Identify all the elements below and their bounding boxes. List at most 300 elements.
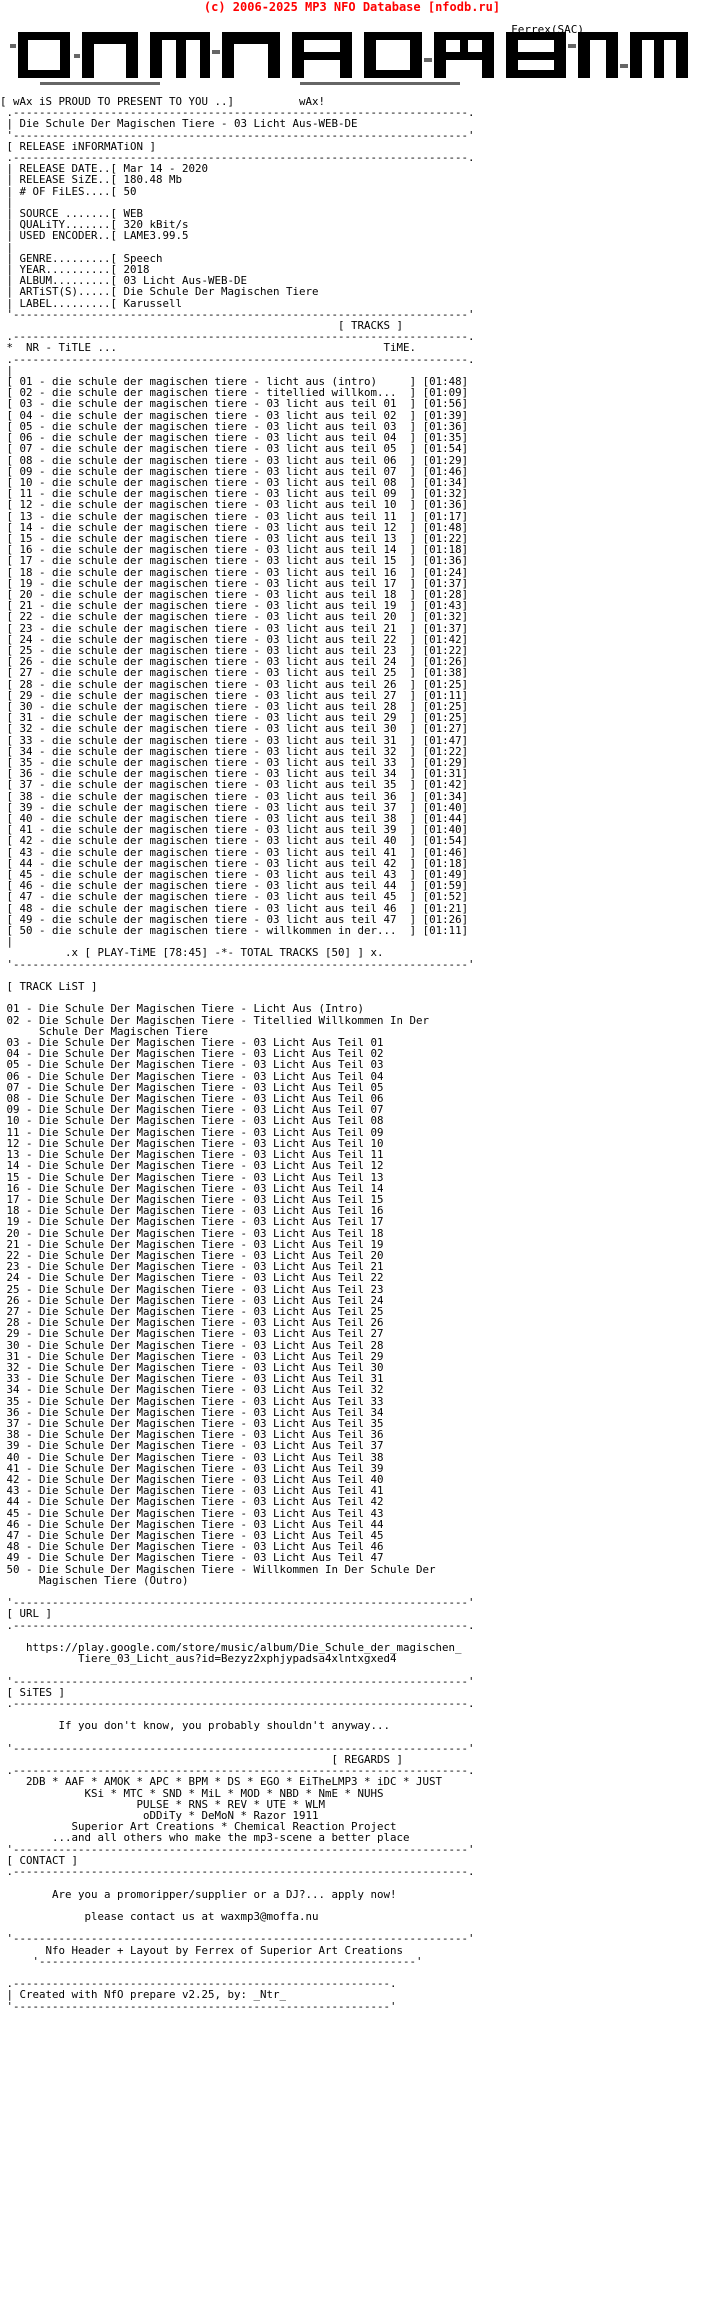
tracklist-line: 08 - Die Schule Der Magischen Tiere - 03 Licht Aus Teil 06: [6, 1092, 384, 1106]
file-time: 01:11: [429, 688, 462, 702]
tracklist-line: 28 - Die Schule Der Magischen Tiere - 03 Licht Aus Teil 26: [6, 1316, 384, 1330]
file-row: [ 01 - die schule der magischen tiere - licht aus (intro) ] [01:48]: [0, 375, 469, 389]
sites-heading: SiTES: [19, 1685, 53, 1699]
file-time: 01:18: [429, 543, 462, 557]
file-time: 01:37: [429, 621, 462, 635]
file-time: 01:25: [429, 677, 462, 691]
release-size: 180.48 Mb: [123, 173, 183, 187]
encoder-label: USED ENCODER..: [19, 229, 111, 243]
file-number: 25: [19, 643, 33, 657]
tracklist-line: 32 - Die Schule Der Magischen Tiere - 03 Licht Aus Teil 30: [6, 1360, 384, 1374]
url-line-2: Tiere_03_Licht_aus?id=Bezyz2xphjypadsa4xlntxgxed4: [78, 1652, 397, 1666]
file-row: [ 14 - die schule der magischen tiere - 03 licht aus teil 12 ] [01:48]: [0, 520, 469, 534]
file-row: [ 13 - die schule der magischen tiere - 03 licht aus teil 11 ] [01:17]: [0, 509, 469, 523]
file-row: [ 17 - die schule der magischen tiere - 03 licht aus teil 15 ] [01:36]: [0, 554, 469, 568]
tracklist-line: 40 - Die Schule Der Magischen Tiere - 03 Licht Aus Teil 38: [6, 1450, 384, 1464]
sites-text: If you don't know, you probably shouldn't anyway...: [58, 1719, 391, 1733]
file-row: [ 33 - die schule der magischen tiere - 03 licht aus teil 31 ] [01:47]: [0, 733, 469, 747]
tracklist-line: 19 - Die Schule Der Magischen Tiere - 03 Licht Aus Teil 17: [6, 1215, 384, 1229]
contact-line-2: please contact us at waxmp3@moffa.nu: [84, 1909, 319, 1923]
file-time: 01:09: [429, 386, 462, 400]
tracklist-line: 12 - Die Schule Der Magischen Tiere - 03 Licht Aus Teil 10: [6, 1136, 384, 1150]
tracklist-line: 02 - Die Schule Der Magischen Tiere - Titellied Willkommen In Der: [6, 1013, 430, 1027]
file-time: 01:36: [429, 419, 462, 433]
tracklist-line: 34 - Die Schule Der Magischen Tiere - 03 Licht Aus Teil 32: [6, 1383, 384, 1397]
tracklist-line: Schule Der Magischen Tiere: [6, 1024, 209, 1038]
tracklist-line: 48 - Die Schule Der Magischen Tiere - 03 Licht Aus Teil 46: [6, 1540, 384, 1554]
label-label: LABEL.........: [19, 296, 111, 310]
file-title: die schule der magischen tiere - 03 licht aus teil 20: [52, 610, 404, 624]
file-title: die schule der magischen tiere - 03 licht aus teil 23: [52, 643, 404, 657]
release-date-label: RELEASE DATE..: [19, 162, 111, 176]
file-title: die schule der magischen tiere - 03 licht aus teil 09: [52, 487, 404, 501]
file-time: 01:35: [429, 431, 462, 445]
file-time: 01:26: [429, 655, 462, 669]
tracklist-line: 09 - Die Schule Der Magischen Tiere - 03 Licht Aus Teil 07: [6, 1103, 384, 1117]
release-title: Die Schule Der Magischen Tiere - 03 Licht Aus-WEB-DE: [19, 117, 358, 131]
file-title: die schule der magischen tiere - 03 licht aus teil 28: [52, 699, 404, 713]
file-title: die schule der magischen tiere - 03 licht aus teil 12: [52, 520, 404, 534]
num-files-label: # OF FiLES....: [19, 184, 111, 198]
file-number: 17: [19, 554, 33, 568]
file-title: die schule der magischen tiere - 03 licht aus teil 45: [52, 890, 404, 904]
file-title: die schule der magischen tiere - 03 licht aus teil 07: [52, 464, 404, 478]
file-title: die schule der magischen tiere - 03 licht aus teil 35: [52, 778, 404, 792]
release-info-heading: RELEASE iNFORMATiON: [19, 139, 144, 153]
file-title: die schule der magischen tiere - 03 licht aus teil 13: [52, 531, 404, 545]
file-title: die schule der magischen tiere - 03 licht aus teil 01: [52, 397, 404, 411]
file-number: 19: [19, 576, 33, 590]
tracklist-line: 42 - Die Schule Der Magischen Tiere - 03 Licht Aus Teil 40: [6, 1472, 384, 1486]
file-time: 01:22: [429, 531, 462, 545]
file-row: [ 25 - die schule der magischen tiere - 03 licht aus teil 23 ] [01:22]: [0, 643, 469, 657]
file-number: 11: [19, 487, 33, 501]
file-time: 01:49: [429, 868, 462, 882]
file-number: 23: [19, 621, 33, 635]
file-time: 01:25: [429, 711, 462, 725]
file-title: die schule der magischen tiere - 03 licht aus teil 36: [52, 789, 404, 803]
tracklist-line: 49 - Die Schule Der Magischen Tiere - 03 Licht Aus Teil 47: [6, 1551, 384, 1565]
playtime-line: .x [ PLAY-TiME [78:45] -*- TOTAL TRACKS [50] ] x.: [65, 946, 384, 960]
file-number: 09: [19, 464, 33, 478]
file-row: [ 31 - die schule der magischen tiere - 03 licht aus teil 29 ] [01:25]: [0, 711, 469, 725]
file-time: 01:34: [429, 789, 462, 803]
encoder: LAME3.99.5: [123, 229, 189, 243]
wax-ascii-logo: [0, 14, 704, 96]
file-time: 01:42: [429, 632, 462, 646]
file-title: die schule der magischen tiere - licht aus (intro): [52, 375, 404, 389]
tracklist-line: 29 - Die Schule Der Magischen Tiere - 03 Licht Aus Teil 27: [6, 1327, 384, 1341]
file-row: [ 16 - die schule der magischen tiere - 03 licht aus teil 14 ] [01:18]: [0, 543, 469, 557]
file-row: [ 45 - die schule der magischen tiere - 03 licht aus teil 43 ] [01:49]: [0, 868, 469, 882]
created-with: Created with NfO prepare v2.25, by: _Ntr_: [19, 1988, 287, 2002]
file-number: 02: [19, 386, 33, 400]
file-number: 18: [19, 565, 33, 579]
file-row: [ 15 - die schule der magischen tiere - 03 licht aus teil 13 ] [01:22]: [0, 531, 469, 545]
file-number: 49: [19, 912, 33, 926]
file-row: [ 10 - die schule der magischen tiere - 03 licht aus teil 08 ] [01:34]: [0, 475, 469, 489]
regards-line: PULSE * RNS * REV * UTE * WLM: [136, 1797, 326, 1811]
album-label: ALBUM.........: [19, 274, 111, 288]
file-row: [ 44 - die schule der magischen tiere - 03 licht aus teil 42 ] [01:18]: [0, 856, 469, 870]
file-time: 01:37: [429, 576, 462, 590]
contact-line-1: Are you a promoripper/supplier or a DJ?... apply now!: [52, 1887, 397, 1901]
file-row: [ 41 - die schule der magischen tiere - 03 licht aus teil 39 ] [01:40]: [0, 823, 469, 837]
file-time: 01:25: [429, 699, 462, 713]
file-list: [0, 375, 468, 937]
file-number: 32: [19, 722, 33, 736]
file-row: [ 34 - die schule der magischen tiere - 03 licht aus teil 32 ] [01:22]: [0, 744, 469, 758]
file-row: [ 40 - die schule der magischen tiere - 03 licht aus teil 38 ] [01:44]: [0, 812, 469, 825]
genre: Speech: [123, 251, 163, 265]
source-label: SOURCE .......: [19, 207, 111, 221]
regards-line: KSi * MTC * SND * MiL * MOD * NBD * NmE * NUHS: [84, 1786, 384, 1800]
file-number: 38: [19, 789, 33, 803]
tracklist-line: 06 - Die Schule Der Magischen Tiere - 03 Licht Aus Teil 04: [6, 1069, 384, 1083]
file-time: 01:22: [429, 744, 462, 758]
tracklist-line: 03 - Die Schule Der Magischen Tiere - 03 Licht Aus Teil 01: [6, 1036, 384, 1050]
tracklist-line: 13 - Die Schule Der Magischen Tiere - 03 Licht Aus Teil 11: [6, 1148, 384, 1162]
file-time: 01:46: [429, 464, 462, 478]
file-title: die schule der magischen tiere - 03 licht aus teil 41: [52, 845, 404, 859]
file-row: [ 47 - die schule der magischen tiere - 03 licht aus teil 45 ] [01:52]: [0, 890, 469, 904]
file-number: 34: [19, 744, 33, 758]
file-number: 16: [19, 543, 33, 557]
file-number: 12: [19, 498, 33, 512]
file-row: [ 29 - die schule der magischen tiere - 03 licht aus teil 27 ] [01:11]: [0, 688, 469, 702]
file-title: die schule der magischen tiere - 03 licht aus teil 29: [52, 711, 404, 725]
tracklist-line: 21 - Die Schule Der Magischen Tiere - 03 Licht Aus Teil 19: [6, 1237, 384, 1251]
file-time: 01:40: [429, 800, 462, 814]
file-time: 01:17: [429, 509, 462, 523]
file-number: 48: [19, 901, 33, 915]
file-row: [ 50 - die schule der magischen tiere - willkommen in der... ] [01:11]: [0, 924, 469, 938]
tracklist-line: 10 - Die Schule Der Magischen Tiere - 03 Licht Aus Teil 08: [6, 1114, 384, 1128]
file-time: 01:43: [429, 599, 462, 613]
tracklist-line: 24 - Die Schule Der Magischen Tiere - 03 Licht Aus Teil 22: [6, 1271, 384, 1285]
file-row: [ 32 - die schule der magischen tiere - 03 licht aus teil 30 ] [01:27]: [0, 722, 469, 736]
tracklist-line: 30 - Die Schule Der Magischen Tiere - 03 Licht Aus Teil 28: [6, 1338, 384, 1352]
tracklist-line: 36 - Die Schule Der Magischen Tiere - 03 Licht Aus Teil 34: [6, 1405, 384, 1419]
file-number: 05: [19, 419, 33, 433]
url-heading: URL: [19, 1607, 40, 1621]
file-title: die schule der magischen tiere - 03 licht aus teil 42: [52, 856, 404, 870]
file-time: 01:31: [429, 767, 462, 781]
file-title: die schule der magischen tiere - 03 licht aus teil 19: [52, 599, 404, 613]
file-row: [ 42 - die schule der magischen tiere - 03 licht aus teil 40 ] [01:54]: [0, 834, 469, 848]
file-time: 01:42: [429, 778, 462, 792]
tracklist-line: 01 - Die Schule Der Magischen Tiere - Licht Aus (Intro): [6, 1002, 365, 1016]
file-number: 21: [19, 599, 33, 613]
file-title: die schule der magischen tiere - 03 licht aus teil 06: [52, 453, 404, 467]
file-row: [ 27 - die schule der magischen tiere - 03 licht aus teil 25 ] [01:38]: [0, 666, 469, 680]
file-row: [ 06 - die schule der magischen tiere - 03 licht aus teil 04 ] [01:35]: [0, 431, 469, 445]
file-title: die schule der magischen tiere - 03 licht aus teil 25: [52, 666, 404, 680]
file-row: [ 08 - die schule der magischen tiere - 03 licht aus teil 06 ] [01:29]: [0, 453, 469, 467]
file-title: die schule der magischen tiere - 03 licht aus teil 27: [52, 688, 404, 702]
file-time: 01:52: [429, 890, 462, 904]
tracklist-line: 04 - Die Schule Der Magischen Tiere - 03 Licht Aus Teil 02: [6, 1047, 384, 1061]
file-number: 50: [19, 924, 33, 938]
file-row: [ 23 - die schule der magischen tiere - 03 licht aus teil 21 ] [01:37]: [0, 621, 469, 635]
file-time: 01:56: [429, 397, 462, 411]
tracklist-line: 44 - Die Schule Der Magischen Tiere - 03 Licht Aus Teil 42: [6, 1495, 384, 1509]
file-time: 01:40: [429, 823, 462, 837]
file-time: 01:24: [429, 565, 462, 579]
year: 2018: [123, 263, 150, 277]
logo-tag: wAx!: [299, 95, 326, 108]
file-title: die schule der magischen tiere - 03 licht aus teil 34: [52, 767, 404, 781]
logo-credit: Ferrex(SAC): [511, 23, 584, 36]
tracklist-line: 31 - Die Schule Der Magischen Tiere - 03 Licht Aus Teil 29: [6, 1349, 384, 1363]
file-number: 41: [19, 823, 33, 837]
tracklist-line: 25 - Die Schule Der Magischen Tiere - 03 Licht Aus Teil 23: [6, 1282, 384, 1296]
regards-line: ...and all others who make the mp3-scene a better place: [52, 1831, 410, 1845]
file-number: 26: [19, 655, 33, 669]
file-title: die schule der magischen tiere - 03 licht aus teil 11: [52, 509, 404, 523]
file-number: 22: [19, 610, 33, 624]
file-title: die schule der magischen tiere - 03 licht aus teil 37: [52, 800, 404, 814]
file-time: 01:54: [429, 834, 462, 848]
regards-heading: REGARDS: [344, 1753, 391, 1767]
file-time: 01:36: [429, 554, 462, 568]
file-title: die schule der magischen tiere - 03 licht aus teil 03: [52, 419, 404, 433]
file-number: 43: [19, 845, 33, 859]
file-row: [ 24 - die schule der magischen tiere - 03 licht aus teil 22 ] [01:42]: [0, 632, 469, 646]
quality: 320 kBit/s: [123, 218, 189, 232]
file-time: 01:46: [429, 845, 462, 859]
file-row: [ 18 - die schule der magischen tiere - 03 licht aus teil 16 ] [01:24]: [0, 565, 469, 579]
tracklist-line: 14 - Die Schule Der Magischen Tiere - 03 Licht Aus Teil 12: [6, 1159, 384, 1173]
file-row: [ 22 - die schule der magischen tiere - 03 licht aus teil 20 ] [01:32]: [0, 610, 469, 624]
regards-list: [0, 1775, 442, 1844]
file-number: 04: [19, 408, 33, 422]
file-title: die schule der magischen tiere - 03 licht aus teil 26: [52, 677, 404, 691]
file-row: [ 35 - die schule der magischen tiere - 03 licht aus teil 33 ] [01:29]: [0, 755, 469, 769]
file-title: die schule der magischen tiere - willkommen in der...: [52, 924, 404, 938]
file-number: 14: [19, 520, 33, 534]
file-row: [ 38 - die schule der magischen tiere - 03 licht aus teil 36 ] [01:34]: [0, 789, 469, 803]
file-title: die schule der magischen tiere - 03 licht aus teil 43: [52, 868, 404, 882]
regards-line: Superior Art Creations * Chemical Reaction Project: [71, 1820, 397, 1834]
file-title: die schule der magischen tiere - 03 licht aus teil 15: [52, 554, 404, 568]
file-number: 46: [19, 879, 33, 893]
file-number: 45: [19, 868, 33, 882]
file-number: 31: [19, 711, 33, 725]
file-row: [ 26 - die schule der magischen tiere - 03 licht aus teil 24 ] [01:26]: [0, 655, 469, 669]
file-time: 01:29: [429, 755, 462, 769]
file-time: 01:36: [429, 498, 462, 512]
release-size-label: RELEASE SiZE..: [19, 173, 111, 187]
tracklist-line: 45 - Die Schule Der Magischen Tiere - 03 Licht Aus Teil 43: [6, 1506, 384, 1520]
file-row: [ 49 - die schule der magischen tiere - 03 licht aus teil 47 ] [01:26]: [0, 912, 469, 926]
file-number: 06: [19, 431, 33, 445]
file-row: [ 12 - die schule der magischen tiere - 03 licht aus teil 10 ] [01:36]: [0, 498, 469, 512]
tracklist-line: 17 - Die Schule Der Magischen Tiere - 03 Licht Aus Teil 15: [6, 1192, 384, 1206]
tracklist-line: 41 - Die Schule Der Magischen Tiere - 03 Licht Aus Teil 39: [6, 1461, 384, 1475]
tracklist-line: 35 - Die Schule Der Magischen Tiere - 03 Licht Aus Teil 33: [6, 1394, 384, 1408]
file-title: die schule der magischen tiere - 03 licht aus teil 30: [52, 722, 404, 736]
tracklist-line: 33 - Die Schule Der Magischen Tiere - 03 Licht Aus Teil 31: [6, 1372, 384, 1386]
tracklist-line: 05 - Die Schule Der Magischen Tiere - 03 Licht Aus Teil 03: [6, 1058, 384, 1072]
file-time: 01:54: [429, 442, 462, 456]
file-row: [ 28 - die schule der magischen tiere - 03 licht aus teil 26 ] [01:25]: [0, 677, 469, 691]
file-title: die schule der magischen tiere - 03 licht aus teil 44: [52, 879, 404, 893]
tracklist-line: 39 - Die Schule Der Magischen Tiere - 03 Licht Aus Teil 37: [6, 1439, 384, 1453]
file-time: 01:59: [429, 879, 462, 893]
file-time: 01:44: [429, 812, 462, 825]
source: WEB: [123, 207, 144, 221]
artist-label: ARTiST(S).....: [19, 285, 111, 299]
file-time: 01:18: [429, 856, 462, 870]
file-number: 27: [19, 666, 33, 680]
file-row: [ 30 - die schule der magischen tiere - 03 licht aus teil 28 ] [01:25]: [0, 699, 469, 713]
file-number: 10: [19, 475, 33, 489]
tracklist: [0, 1002, 436, 1586]
file-title: die schule der magischen tiere - 03 licht aus teil 47: [52, 912, 404, 926]
copyright-header: (c) 2006-2025 MP3 NFO Database [nfodb.ru]: [203, 0, 501, 14]
file-row: [ 39 - die schule der magischen tiere - 03 licht aus teil 37 ] [01:40]: [0, 800, 469, 814]
file-row: [ 11 - die schule der magischen tiere - 03 licht aus teil 09 ] [01:32]: [0, 487, 469, 501]
file-number: 37: [19, 778, 33, 792]
file-title: die schule der magischen tiere - 03 licht aus teil 04: [52, 431, 404, 445]
url-line-1: https://play.google.com/store/music/album/Die_Schule_der_magischen_: [26, 1641, 462, 1655]
file-time: 01:39: [429, 408, 462, 422]
file-time: 01:22: [429, 643, 462, 657]
file-time: 01:21: [429, 901, 462, 915]
tracklist-line: 20 - Die Schule Der Magischen Tiere - 03 Licht Aus Teil 18: [6, 1226, 384, 1240]
file-row: [ 05 - die schule der magischen tiere - 03 licht aus teil 03 ] [01:36]: [0, 419, 469, 433]
tracklist-line: 50 - Die Schule Der Magischen Tiere - Willkommen In Der Schule Der: [6, 1562, 436, 1576]
file-number: 07: [19, 442, 33, 456]
file-title: die schule der magischen tiere - 03 licht aus teil 40: [52, 834, 404, 848]
regards-line: oDDiTy * DeMoN * Razor 1911: [143, 1809, 319, 1823]
file-time: 01:48: [429, 520, 462, 534]
tracklist-line: 15 - Die Schule Der Magischen Tiere - 03 Licht Aus Teil 13: [6, 1170, 384, 1184]
file-time: 01:28: [429, 587, 462, 601]
tracklist-line: 22 - Die Schule Der Magischen Tiere - 03 Licht Aus Teil 20: [6, 1248, 384, 1262]
file-number: 13: [19, 509, 33, 523]
tracklist-line: 43 - Die Schule Der Magischen Tiere - 03 Licht Aus Teil 41: [6, 1484, 384, 1498]
regards-line: 2DB * AAF * AMOK * APC * BPM * DS * EGO * EiTheLMP3 * iDC * JUST: [26, 1775, 443, 1789]
quality-label: QUALiTY.......: [19, 218, 111, 232]
file-row: [ 48 - die schule der magischen tiere - 03 licht aus teil 46 ] [01:21]: [0, 901, 469, 915]
tracklist-line: 47 - Die Schule Der Magischen Tiere - 03 Licht Aus Teil 45: [6, 1529, 384, 1542]
artist: Die Schule Der Magischen Tiere: [123, 285, 319, 299]
file-time: 01:47: [429, 733, 462, 747]
tracklist-line: 11 - Die Schule Der Magischen Tiere - 03 Licht Aus Teil 09: [6, 1125, 384, 1139]
tracklist-line: 26 - Die Schule Der Magischen Tiere - 03 Licht Aus Teil 24: [6, 1293, 384, 1307]
file-row: [ 03 - die schule der magischen tiere - 03 licht aus teil 01 ] [01:56]: [0, 397, 469, 411]
file-row: [ 07 - die schule der magischen tiere - 03 licht aus teil 05 ] [01:54]: [0, 442, 469, 456]
file-number: 30: [19, 699, 33, 713]
file-title: die schule der magischen tiere - 03 licht aus teil 24: [52, 655, 404, 669]
file-time: 01:11: [429, 924, 462, 938]
proud-line: [ wAx iS PROUD TO PRESENT TO YOU ..]: [0, 95, 235, 108]
tracklist-line: 18 - Die Schule Der Magischen Tiere - 03 Licht Aus Teil 16: [6, 1204, 384, 1218]
file-title: die schule der magischen tiere - 03 licht aus teil 14: [52, 543, 404, 557]
col-time: TiME.: [383, 341, 417, 355]
tracklist-line: 27 - Die Schule Der Magischen Tiere - 03 Licht Aus Teil 25: [6, 1304, 384, 1318]
file-row: [ 09 - die schule der magischen tiere - 03 licht aus teil 07 ] [01:46]: [0, 464, 469, 478]
file-title: die schule der magischen tiere - 03 licht aus teil 18: [52, 587, 404, 601]
file-time: 01:34: [429, 475, 462, 489]
file-number: 40: [19, 812, 33, 825]
file-row: [ 46 - die schule der magischen tiere - 03 licht aus teil 44 ] [01:59]: [0, 879, 469, 893]
file-time: 01:27: [429, 722, 462, 736]
file-time: 01:38: [429, 666, 462, 680]
tracklist-line: Magischen Tiere (Outro): [6, 1573, 189, 1587]
file-number: 42: [19, 834, 33, 848]
year-label: YEAR..........: [19, 263, 111, 277]
file-title: die schule der magischen tiere - 03 licht aus teil 38: [52, 812, 404, 825]
tracklist-line: 07 - Die Schule Der Magischen Tiere - 03 Licht Aus Teil 05: [6, 1080, 384, 1094]
file-number: 35: [19, 755, 33, 769]
file-row: [ 21 - die schule der magischen tiere - 03 licht aus teil 19 ] [01:43]: [0, 599, 469, 613]
file-number: 33: [19, 733, 33, 747]
col-nr-title: NR - TiTLE ...: [26, 341, 118, 355]
file-title: die schule der magischen tiere - 03 licht aus teil 32: [52, 744, 404, 758]
file-title: die schule der magischen tiere - 03 licht aus teil 21: [52, 621, 404, 635]
file-title: die schule der magischen tiere - 03 licht aus teil 39: [52, 823, 404, 837]
file-title: die schule der magischen tiere - 03 licht aus teil 05: [52, 442, 404, 456]
file-number: 01: [19, 375, 33, 389]
file-row: [ 19 - die schule der magischen tiere - 03 licht aus teil 17 ] [01:37]: [0, 576, 469, 590]
tracklist-line: 46 - Die Schule Der Magischen Tiere - 03 Licht Aus Teil 44: [6, 1517, 384, 1531]
file-time: 01:26: [429, 912, 462, 926]
file-number: 29: [19, 688, 33, 702]
tracklist-line: 16 - Die Schule Der Magischen Tiere - 03 Licht Aus Teil 14: [6, 1181, 384, 1195]
file-title: die schule der magischen tiere - 03 licht aus teil 22: [52, 632, 404, 646]
file-number: 20: [19, 587, 33, 601]
file-number: 36: [19, 767, 33, 781]
file-title: die schule der magischen tiere - 03 licht aus teil 16: [52, 565, 404, 579]
tracks-heading: TRACKS: [351, 319, 391, 333]
tracklist-line: 37 - Die Schule Der Magischen Tiere - 03 Licht Aus Teil 35: [6, 1416, 384, 1430]
file-title: die schule der magischen tiere - 03 licht aus teil 46: [52, 901, 404, 915]
tracklist-line: 38 - Die Schule Der Magischen Tiere - 03 Licht Aus Teil 36: [6, 1428, 384, 1442]
file-title: die schule der magischen tiere - 03 licht aus teil 33: [52, 755, 404, 769]
file-number: 28: [19, 677, 33, 691]
file-time: 01:29: [429, 453, 462, 467]
file-number: 15: [19, 531, 33, 545]
file-time: 01:32: [429, 610, 462, 624]
file-title: die schule der magischen tiere - 03 licht aus teil 02: [52, 408, 404, 422]
file-title: die schule der magischen tiere - 03 licht aus teil 10: [52, 498, 404, 512]
layout-credit: Nfo Header + Layout by Ferrex of Superior Art Creations: [45, 1943, 404, 1957]
file-time: 01:32: [429, 487, 462, 501]
tracklist-heading: TRACK LiST: [19, 980, 85, 994]
file-title: die schule der magischen tiere - 03 licht aus teil 31: [52, 733, 404, 747]
file-title: die schule der magischen tiere - 03 licht aus teil 17: [52, 576, 404, 590]
genre-label: GENRE.........: [19, 251, 111, 265]
file-row: [ 02 - die schule der magischen tiere - titellied willkom... ] [01:09]: [0, 386, 469, 400]
file-number: 39: [19, 800, 33, 814]
file-row: [ 43 - die schule der magischen tiere - 03 licht aus teil 41 ] [01:46]: [0, 845, 469, 859]
nfo-body: [ wAx iS PROUD TO PRESENT TO YOU ..] wAx! .----------------------------------------------------------------------. | Die Schule Der Magischen Tiere - 03 Licht Aus-WEB-DE '----------------------------------------------------------------------' [ RELEASE iNFORMATiON ] .----------------------------------------------------------------------. | RELEASE DATE..[ Mar 14 - 2020 | RELEASE SiZE..[ 180.48 Mb | # OF FiLES....[ 50 | | SOURCE .......[ WEB | QUALiTY.......[ 320 kBit/s | USED ENCODER..[ LAME3.99.5 | | GENRE.........[ Speech | YEAR..........[ 2018 | ALBUM.........[ 03 Licht Aus-WEB-DE | ARTiST(S).....[ Die Schule Der Magischen Tiere | LABEL.........[ Karussell '----------------------------------------------------------------------' [ TRACKS ] .----------------------------------------------------------------------. * NR - TiTLE ... TiME. .----------------------------------------------------------------------. | [ 01 - die schule der magischen tiere - licht aus (intro) ] [01:48] [ 02 - die schule der magischen tiere - titellied willkom... ] [01:09] [ 03 - die schule der magischen tiere - 03 licht aus teil 01 ] [01:56] [ 04 - die schule der magischen tiere - 03 licht aus teil 02 ] [01:39] [ 05 - die schule der magischen tiere - 03 licht aus teil 03 ] [01:36] [ 06 - die schule der magischen tiere - 03 licht aus teil 04 ] [01:35] [ 07 - die schule der magischen tiere - 03 licht aus teil 05 ] [01:54] [ 08 - die schule der magischen tiere - 03 licht aus teil 06 ] [01:29] [ 09 - die schule der magischen tiere - 03 licht aus teil 07 ] [01:46] [ 10 - die schule der magischen tiere - 03 licht aus teil 08 ] [01:34] [ 11 - die schule der magischen tiere - 03 licht aus teil 09 ] [01:32] [ 12 - die schule der magischen tiere - 03 licht aus teil 10 ] [01:36] [ 13 - die schule der magischen tiere - 03 licht aus teil 11 ] [01:17] [ 14 - die schule der magischen tiere - 03 licht aus teil 12 ] [01:48] [ 15 - die schule der magischen tiere - 03 licht aus teil 13 ] [01:22] [ 16 - die schule der magischen tiere - 03 licht aus teil 14 ] [01:18] [ 17 - die schule der magischen tiere - 03 licht aus teil 15 ] [01:36] [ 18 - die schule der magischen tiere - 03 licht aus teil 16 ] [01:24] [ 19 - die schule der magischen tiere - 03 licht aus teil 17 ] [01:37] [ 20 - die schule der magischen tiere - 03 licht aus teil 18 ] [01:28] [ 21 - die schule der magischen tiere - 03 licht aus teil 19 ] [01:43] [ 22 - die schule der magischen tiere - 03 licht aus teil 20 ] [01:32] [ 23 - die schule der magischen tiere - 03 licht aus teil 21 ] [01:37] [ 24 - die schule der magischen tiere - 03 licht aus teil 22 ] [01:42] [ 25 - die schule der magischen tiere - 03 licht aus teil 23 ] [01:22] [ 26 - die schule der magischen tiere - 03 licht aus teil 24 ] [01:26] [ 27 - die schule der magischen tiere - 03 licht aus teil 25 ] [01:38] [ 28 - die schule der magischen tiere - 03 licht aus teil 26 ] [01:25] [ 29 - die schule der magischen tiere - 03 licht aus teil 27 ] [01:11] [ 30 - die schule der magischen tiere - 03 licht aus teil 28 ] [01:25] [ 31 - die schule der magischen tiere - 03 licht aus teil 29 ] [01:25] [ 32 - die schule der magischen tiere - 03 licht aus teil 30 ] [01:27] [ 33 - die schule der magischen tiere - 03 licht aus teil 31 ] [01:47] [ 34 - die schule der magischen tiere - 03 licht aus teil 32 ] [01:22] [ 35 - die schule der magischen tiere - 03 licht aus teil 33 ] [01:29] [ 36 - die schule der magischen tiere - 03 licht aus teil 34 ] [01:31] [ 37 - die schule der magischen tiere - 03 licht aus teil 35 ] [01:42] [ 38 - die schule der magischen tiere - 03 licht aus teil 36 ] [01:34] [ 39 - die schule der magischen tiere - 03 licht aus teil 37 ] [01:40] [ 40 - die schule der magischen tiere - 03 licht aus teil 38 ] [01:44] [ 41 - die schule der magischen tiere - 03 licht aus teil 39 ] [01:40] [ 42 - die schule der magischen tiere - 03 licht aus teil 40 ] [01:54] [ 43 - die schule der magischen tiere - 03 licht aus teil 41 ] [01:46] [ 44 - die schule der magischen tiere - 03 licht aus teil 42 ] [01:18] [ 45 - die schule der magischen tiere - 03 licht aus teil 43 ] [01:49] [ 46 - die schule der magischen tiere - 03 licht aus teil 44 ] [01:59] [ 47 - die schule der magischen tiere - 03 licht aus teil 45 ] [01:52] [ 48 - die schule der magischen tiere - 03 licht aus teil 46 ] [01:21] [ 49 - die schule der magischen tiere - 03 licht aus teil 47 ] [01:26] [ 50 - die schule der magischen tiere - willkommen in der... ] [01:11] | .x [ PLAY-TiME [78:45] -*- TOTAL TRACKS [50] ] x. '----------------------------------------------------------------------' [ TRACK LiST ] 01 - Die Schule Der Magischen Tiere - Licht Aus (Intro) 02 - Die Schule Der Magischen Tiere - Titellied Willkommen In Der Schule Der Magischen Tiere 03 - Die Schule Der Magischen Tiere - 03 Licht Aus Teil 01 04 - Die Schule Der Magischen Tiere - 03 Licht Aus Teil 02 05 - Die Schule Der Magischen Tiere - 03 Licht Aus Teil 03 06 - Die Schule Der Magischen Tiere - 03 Licht Aus Teil 04 07 - Die Schule Der Magischen Tiere - 03 Licht Aus Teil 05 08 - Die Schule Der Magischen Tiere - 03 Licht Aus Teil 06 09 - Die Schule Der Magischen Tiere - 03 Licht Aus Teil 07 10 - Die Schule Der Magischen Tiere - 03 Licht Aus Teil 08 11 - Die Schule Der Magischen Tiere - 03 Licht Aus Teil 09 12 - Die Schule Der Magischen Tiere - 03 Licht Aus Teil 10 13 - Die Schule Der Magischen Tiere - 03 Licht Aus Teil 11 14 - Die Schule Der Magischen Tiere - 03 Licht Aus Teil 12 15 - Die Schule Der Magischen Tiere - 03 Licht Aus Teil 13 16 - Die Schule Der Magischen Tiere - 03 Licht Aus Teil 14 17 - Die Schule Der Magischen Tiere - 03 Licht Aus Teil 15 18 - Die Schule Der Magischen Tiere - 03 Licht Aus Teil 16 19 - Die Schule Der Magischen Tiere - 03 Licht Aus Teil 17 20 - Die Schule Der Magischen Tiere - 03 Licht Aus Teil 18 21 - Die Schule Der Magischen Tiere - 03 Licht Aus Teil 19 22 - Die Schule Der Magischen Tiere - 03 Licht Aus Teil 20 23 - Die Schule Der Magischen Tiere - 03 Licht Aus Teil 21 24 - Die Schule Der Magischen Tiere - 03 Licht Aus Teil 22 25 - Die Schule Der Magischen Tiere - 03 Licht Aus Teil 23 26 - Die Schule Der Magischen Tiere - 03 Licht Aus Teil 24 27 - Die Schule Der Magischen Tiere - 03 Licht Aus Teil 25 28 - Die Schule Der Magischen Tiere - 03 Licht Aus Teil 26 29 - Die Schule Der Magischen Tiere - 03 Licht Aus Teil 27 30 - Die Schule Der Magischen Tiere - 03 Licht Aus Teil 28 31 - Die Schule Der Magischen Tiere - 03 Licht Aus Teil 29 32 - Die Schule Der Magischen Tiere - 03 Licht Aus Teil 30 33 - Die Schule Der Magischen Tiere - 03 Licht Aus Teil 31 34 - Die Schule Der Magischen Tiere - 03 Licht Aus Teil 32 35 - Die Schule Der Magischen Tiere - 03 Licht Aus Teil 33 36 - Die Schule Der Magischen Tiere - 03 Licht Aus Teil 34 37 - Die Schule Der Magischen Tiere - 03 Licht Aus Teil 35 38 - Die Schule Der Magischen Tiere - 03 Licht Aus Teil 36 39 - Die Schule Der Magischen Tiere - 03 Licht Aus Teil 37 40 - Die Schule Der Magischen Tiere - 03 Licht Aus Teil 38 41 - Die Schule Der Magischen Tiere - 03 Licht Aus Teil 39 42 - Die Schule Der Magischen Tiere - 03 Licht Aus Teil 40 43 - Die Schule Der Magischen Tiere - 03 Licht Aus Teil 41 44 - Die Schule Der Magischen Tiere - 03 Licht Aus Teil 42 45 - Die Schule Der Magischen Tiere - 03 Licht Aus Teil 43 46 - Die Schule Der Magischen Tiere - 03 Licht Aus Teil 44 47 - Die Schule Der Magischen Tiere - 03 Licht Aus Teil 45 48 - Die Schule Der Magischen Tiere - 03 Licht Aus Teil 46 49 - Die Schule Der Magischen Tiere - 03 Licht Aus Teil 47 50 - Die Schule Der Magischen Tiere - Willkommen In Der Schule Der Magischen Tiere (Outro) '----------------------------------------------------------------------' [ URL ] .----------------------------------------------------------------------. https://play.google.com/store/music/album/Die_Schule_der_magischen_ Tiere_03_Licht_aus?id=Bezyz2xphjypadsa4xlntxgxed4 '----------------------------------------------------------------------' [ SiTES ] .----------------------------------------------------------------------. If you don't know, you probably shouldn't anyway... '----------------------------------------------------------------------' [ REGARDS ] .----------------------------------------------------------------------. 2DB * AAF * AMOK * APC * BPM * DS * EGO * EiTheLMP3 * iDC * JUST KSi * MTC * SND * MiL * MOD * NBD * NmE * NUHS PULSE * RNS * REV * UTE * WLM oDDiTy * DeMoN * Razor 1911 Superior Art Creations * Chemical Reaction Project ...and all others who make the mp3-scene a better place '----------------------------------------------------------------------' [ CONTACT ] .----------------------------------------------------------------------. Are you a promoripper/supplier or a DJ?... apply now! please contact us at waxmp3@moffa.nu '----------------------------------------------------------------------' Nfo Header + Layout by Ferrex of Superior Art Creations '----------------------------------------------------------' .----------------------------------------------------------. | Created with NfO prepare v2.25, by: _Ntr_ '----------------------------------------------------------': [0, 95, 475, 2013]
file-row: [ 37 - die schule der magischen tiere - 03 licht aus teil 35 ] [01:42]: [0, 778, 469, 792]
release-date: Mar 14 - 2020: [123, 162, 209, 176]
label: Karussell: [123, 296, 183, 310]
file-number: 47: [19, 890, 33, 904]
file-row: [ 04 - die schule der magischen tiere - 03 licht aus teil 02 ] [01:39]: [0, 408, 469, 422]
file-number: 24: [19, 632, 33, 646]
file-row: [ 36 - die schule der magischen tiere - 03 licht aus teil 34 ] [01:31]: [0, 767, 469, 781]
file-number: 08: [19, 453, 33, 467]
file-row: [ 20 - die schule der magischen tiere - 03 licht aus teil 18 ] [01:28]: [0, 587, 469, 601]
file-time: 01:48: [429, 375, 462, 389]
file-number: 44: [19, 856, 33, 870]
